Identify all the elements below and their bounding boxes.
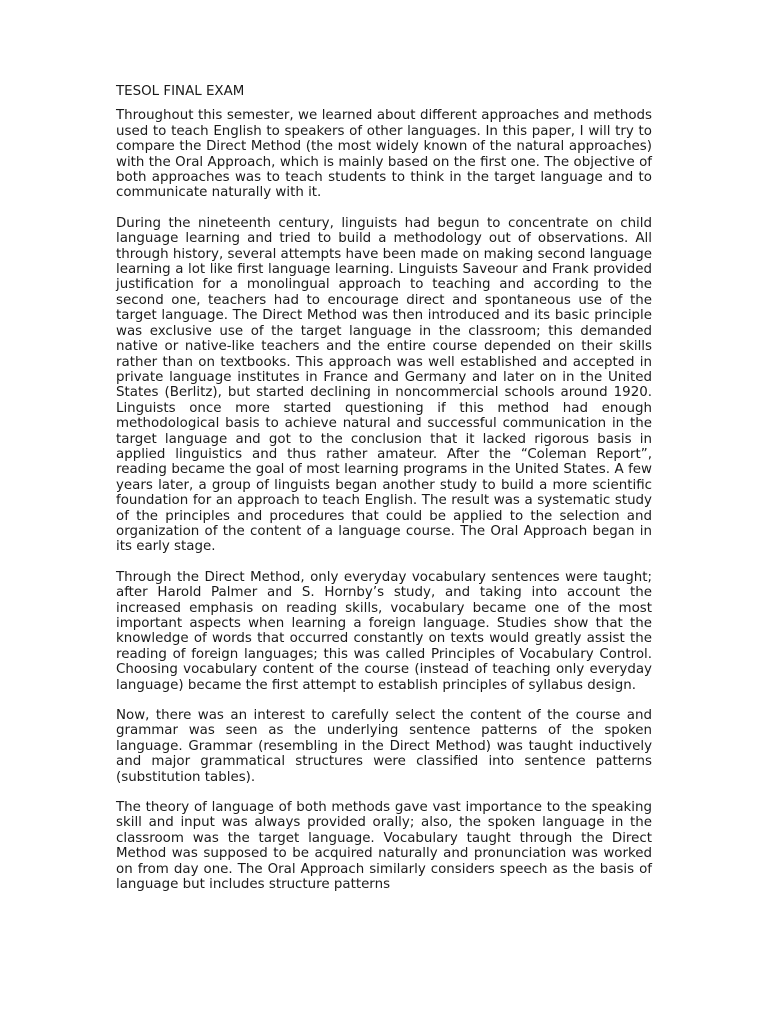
document-page: [116, 84, 652, 908]
paragraph-history: During the nineteenth century, linguists had begun to concentrate on child language learning and tried to build a methodology out of observations. All through history, several attempts have been made on making second language learning a lot like first language learning. Linguists Saveour and Frank provided justification for a monolingual approach to teaching and according to the second one, teachers had to encourage direct and spontaneous use of the target language. The Direct Method was then introduced and its basic principle was exclusive use of the target language in the classroom; this demanded native or native-like teachers and the entire course depended on their skills rather than on textbooks. This approach was well established and accepted in private language institutes in France and Germany and later on in the United States (Berlitz), but started declining in noncommercial schools around 1920. Linguists once more started questioning if this method had enough methodological basis to achieve natural and successful communication in the target language and got to the conclusion that it lacked rigorous basis in applied linguistics and thus rather amateur. After the “Coleman Report”, reading became the goal of most learning programs in the United States. A few years later, a group of linguists began another study to build a more scientific foundation for an approach to teach English. The result was a systematic study of the principles and procedures that could be applied to the selection and organization of the content of a language course. The Oral Approach began in its early stage.: [116, 215, 652, 555]
paragraph-intro: Throughout this semester, we learned about different approaches and methods used to teach English to speakers of other languages. In this paper, I will try to compare the Direct Method (the most widely known of the natural approaches) with the Oral Approach, which is mainly based on the first one. The objective of both approaches was to teach students to think in the target language and to communicate naturally with it.: [116, 108, 652, 201]
paragraph-vocabulary: Through the Direct Method, only everyday vocabulary sentences were taught; after Harold Palmer and S. Hornby’s study, and taking into account the increased emphasis on reading skills, vocabulary became one of the most important aspects when learning a foreign language. Studies show that the knowledge of words that occurred constantly on texts would greatly assist the reading of foreign languages; this was called Principles of Vocabulary Control. Choosing vocabulary content of the course (instead of teaching only everyday language) became the first attempt to establish principles of syllabus design.: [116, 569, 652, 693]
paragraph-theory: The theory of language of both methods gave vast importance to the speaking skill and input was always provided orally; also, the spoken language in the classroom was the target language. Vocabulary taught through the Direct Method was supposed to be acquired naturally and pronunciation was worked on from day one. The Oral Approach similarly considers speech as the basis of language but includes structure patterns: [116, 800, 652, 893]
document-title: TESOL FINAL EXAM: [116, 84, 245, 99]
paragraph-grammar: Now, there was an interest to carefully select the content of the course and grammar was seen as the underlying sentence patterns of the spoken language. Grammar (resembling in the Direct Method) was taught inductively and major grammatical structures were classified into sentence patterns (substitution tables).: [116, 708, 652, 785]
